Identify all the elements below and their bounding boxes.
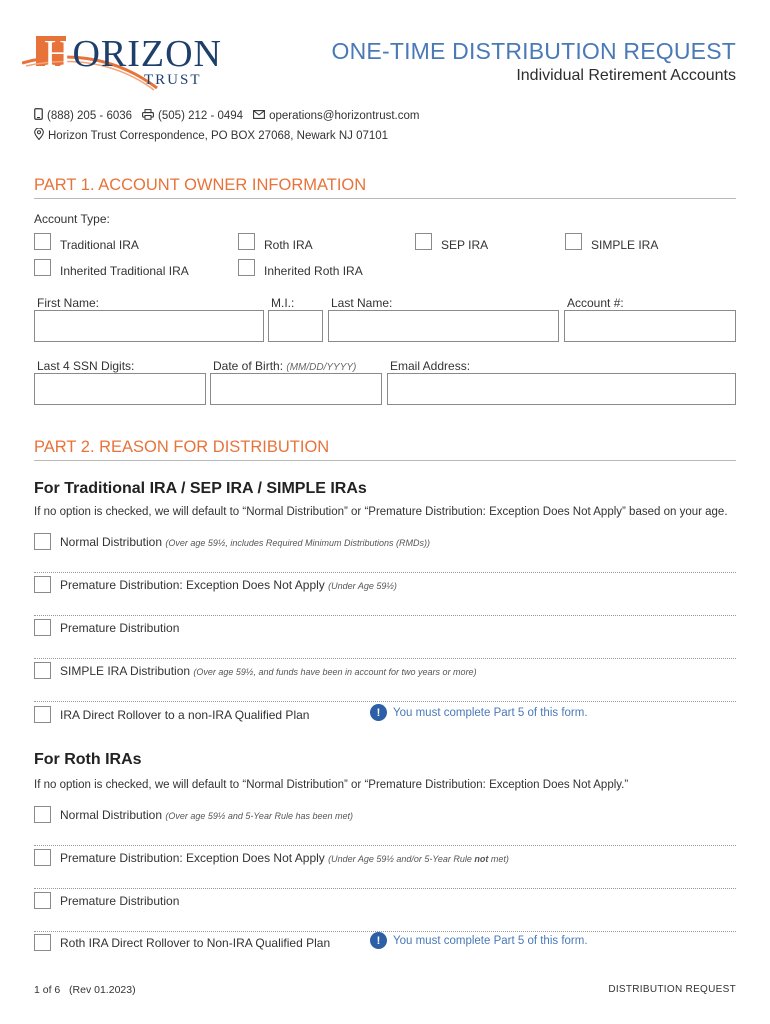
option-label: Premature Distribution (60, 894, 180, 908)
option-roth-premature (34, 890, 736, 932)
document-title: ONE-TIME DISTRIBUTION REQUEST (331, 38, 736, 64)
phone-number[interactable]: (888) 205 - 6036 (47, 109, 133, 122)
dob-hint: (MM/DD/YYYY) (286, 362, 357, 373)
account-type-sep-ira: SEP IRA (441, 238, 489, 252)
checkbox-inherited-traditional-ira[interactable] (34, 259, 51, 276)
dob-label: Date of Birth: (MM/DD/YYYY) (213, 359, 357, 373)
account-type-roth-ira: Roth IRA (264, 238, 313, 252)
option-roth-normal (34, 804, 736, 846)
document-subtitle: Individual Retirement Accounts (516, 67, 736, 84)
exclamation-icon: ! (370, 704, 387, 721)
option-label: Normal Distribution (60, 535, 163, 549)
mi-label: M.I.: (271, 296, 295, 310)
option-hint: (Under Age 59½) (328, 581, 397, 591)
email-field[interactable] (387, 373, 736, 405)
address-line (34, 128, 388, 143)
checkbox-trad-premature-no-exception[interactable] (34, 576, 51, 593)
traditional-note: If no option is checked, we will default to “Normal Distribution” or “Premature Distribution: Exception Does Not Apply” based on your age. (34, 506, 728, 518)
alert-text: You must complete Part 5 of this form. (393, 706, 588, 719)
page-number: 1 of 6 (Rev 01.2023) (34, 984, 136, 996)
mi-field[interactable] (268, 310, 323, 342)
option-hint: (Over age 59½, and funds have been in account for two years or more) (193, 667, 477, 677)
first-name-label: First Name: (37, 296, 100, 310)
account-number-label: Account #: (567, 296, 624, 310)
part5-alert (370, 932, 588, 949)
email-address[interactable]: operations@horizontrust.com (269, 109, 420, 122)
alert-text: You must complete Part 5 of this form. (393, 934, 588, 947)
option-trad-premature-no-exception (34, 574, 736, 616)
traditional-heading: For Traditional IRA / SEP IRA / SIMPLE IRAs (34, 480, 367, 497)
fax-number[interactable]: (505) 212 - 0494 (158, 109, 244, 122)
email-icon (253, 110, 265, 122)
account-type-simple-ira: SIMPLE IRA (591, 238, 659, 252)
exclamation-icon: ! (370, 932, 387, 949)
option-hint: (Under Age 59½ and/or 5-Year Rule not met) (328, 854, 509, 864)
account-type-label: Account Type: (34, 212, 110, 226)
logo-trust: TRUST (144, 72, 202, 88)
part1-heading: PART 1. ACCOUNT OWNER INFORMATION (34, 176, 736, 199)
option-roth-rollover (34, 932, 736, 974)
checkbox-simple-ira[interactable] (565, 233, 582, 250)
account-number-field[interactable] (564, 310, 736, 342)
checkbox-roth-premature-no-exception[interactable] (34, 849, 51, 866)
option-hint: (Over age 59½ and 5-Year Rule has been met) (165, 811, 353, 821)
part5-alert (370, 704, 588, 721)
part2-heading: PART 2. REASON FOR DISTRIBUTION (34, 438, 736, 461)
option-label: Roth IRA Direct Rollover to Non-IRA Qualified Plan (60, 936, 331, 950)
account-type-traditional-ira: Traditional IRA (60, 238, 139, 252)
option-trad-rollover (34, 704, 736, 746)
option-label: Premature Distribution: Exception Does Not Apply (60, 851, 325, 865)
option-label: Premature Distribution (60, 621, 180, 635)
form-name: DISTRIBUTION REQUEST (608, 984, 736, 995)
dob-field[interactable] (210, 373, 382, 405)
roth-heading: For Roth IRAs (34, 751, 142, 768)
location-icon (34, 128, 44, 143)
option-label: Premature Distribution: Exception Does Not Apply (60, 578, 325, 592)
ssn-label: Last 4 SSN Digits: (37, 359, 135, 373)
checkbox-traditional-ira[interactable] (34, 233, 51, 250)
option-trad-normal (34, 531, 736, 573)
checkbox-trad-rollover[interactable] (34, 706, 51, 723)
contact-line (34, 108, 419, 123)
last-name-field[interactable] (328, 310, 559, 342)
option-roth-premature-no-exception (34, 847, 736, 889)
checkbox-inherited-roth-ira[interactable] (238, 259, 255, 276)
checkbox-sep-ira[interactable] (415, 233, 432, 250)
option-trad-premature (34, 617, 736, 659)
revision: (Rev 01.2023) (69, 984, 136, 996)
first-name-field[interactable] (34, 310, 264, 342)
option-trad-simple (34, 660, 736, 702)
last-name-label: Last Name: (331, 296, 393, 310)
checkbox-roth-premature[interactable] (34, 892, 51, 909)
checkbox-trad-premature[interactable] (34, 619, 51, 636)
checkbox-roth-normal[interactable] (34, 806, 51, 823)
email-label: Email Address: (390, 359, 471, 373)
horizon-trust-logo (22, 30, 252, 92)
option-label: IRA Direct Rollover to a non-IRA Qualified Plan (60, 708, 310, 722)
logo-wordmark: HORIZON (44, 33, 222, 75)
mailing-address: Horizon Trust Correspondence, PO BOX 27068, Newark NJ 07101 (48, 129, 389, 142)
fax-icon (142, 109, 154, 123)
checkbox-trad-normal[interactable] (34, 533, 51, 550)
account-type-inherited-roth-ira: Inherited Roth IRA (264, 264, 363, 278)
checkbox-roth-ira[interactable] (238, 233, 255, 250)
option-label: Normal Distribution (60, 808, 163, 822)
roth-note: If no option is checked, we will default to “Normal Distribution” or “Premature Distribution: Exception Does Not Apply.” (34, 779, 629, 791)
option-hint: (Over age 59½, includes Required Minimum Distributions (RMDs)) (165, 538, 430, 548)
ssn-field[interactable] (34, 373, 206, 405)
checkbox-roth-rollover[interactable] (34, 934, 51, 951)
option-label: SIMPLE IRA Distribution (60, 664, 191, 678)
account-type-inherited-traditional-ira: Inherited Traditional IRA (60, 264, 189, 278)
phone-icon (34, 108, 43, 123)
checkbox-trad-simple[interactable] (34, 662, 51, 679)
